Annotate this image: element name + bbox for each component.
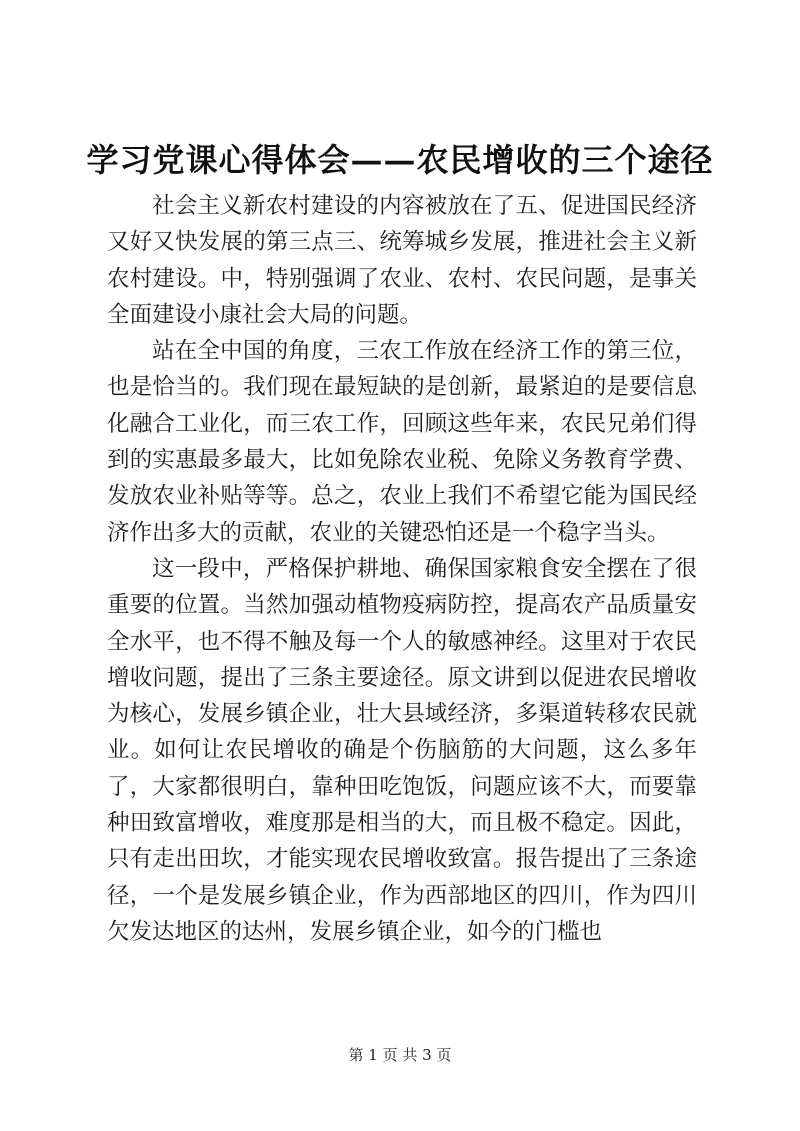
paragraph-2: 站在全中国的角度，三农工作放在经济工作的第三位，也是恰当的。我们现在最短缺的是创新，最紧迫的是要信息化融合工业化，而三农工作，回顾这些年来，农民兄弟们得到的实惠最多最大，比如免除农业税、免除义务教育学费、发放农业补贴等等。总之，农业上我们不希望它能为国民经济作出多大的贡献，农业的关键恐怕还是一个稳字当头。 (107, 338, 697, 546)
paragraph-1: 社会主义新农村建设的内容被放在了五、促进国民经济又好又快发展的第三点三、统筹城乡发展，推进社会主义新农村建设。中，特别强调了农业、农村、农民问题，是事关全面建设小康社会大局的问题。 (107, 193, 697, 328)
page-number-footer: 第 1 页 共 3 页 (348, 1046, 452, 1064)
document-title: 学习党课心得体会——农民增收的三个途径 (86, 141, 714, 179)
document-body (107, 188, 697, 950)
paragraph-3: 这一段中，严格保护耕地、确保国家粮食安全摆在了很重要的位置。当然加强动植物疫病防控，提高农产品质量安全水平，也不得不触及每一个人的敏感神经。这里对于农民增收问题，提出了三条主要途径。原文讲到以促进农民增收为核心，发展乡镇企业，壮大县域经济，多渠道转移农民就业。如何让农民增收的确是个伤脑筋的大问题，这么多年了，大家都很明白，靠种田吃饱饭，问题应该不大，而要靠种田致富增收，难度那是相当的大，而且极不稳定。因此，只有走出田坎，才能实现农民增收致富。报告提出了三条途径，一个是发展乡镇企业，作为西部地区的四川，作为四川欠发达地区的达州，发展乡镇企业，如今的门槛也 (107, 555, 697, 945)
